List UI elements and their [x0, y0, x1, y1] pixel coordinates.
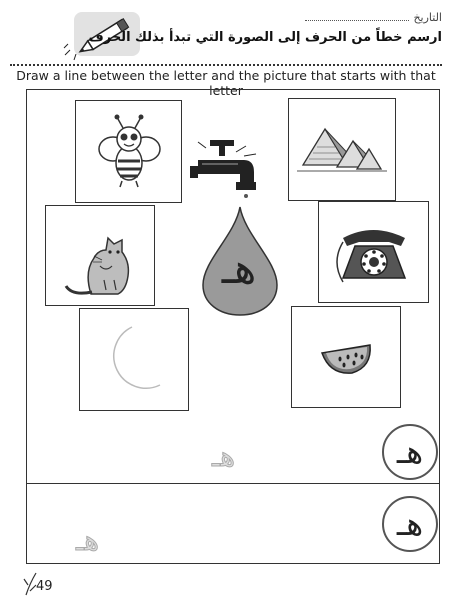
english-instruction: Draw a line between the letter and the picture that starts with that letter — [16, 68, 436, 98]
practice-divider — [26, 483, 440, 484]
date-field[interactable] — [282, 10, 442, 26]
bee-card[interactable] — [75, 100, 182, 203]
pyramids-picture — [289, 99, 395, 200]
arabic-title: ارسم خطاً من الحرف إلى الصورة التي تبدأ بذلك الحرف — [88, 30, 442, 45]
cat-card[interactable] — [45, 205, 155, 306]
crescent-card[interactable] — [79, 308, 189, 411]
pyramids-card[interactable] — [288, 98, 396, 201]
date-blank[interactable] — [305, 10, 409, 21]
drop-letter: هـ — [221, 244, 257, 293]
trace-letter-row1[interactable]: هـ — [212, 440, 235, 473]
date-label: التاريخ — [413, 11, 442, 24]
faucet-icon — [184, 138, 264, 208]
cat-picture — [46, 206, 154, 305]
bee-picture — [76, 101, 181, 201]
dotted-rule — [10, 64, 442, 66]
watermelon-picture — [292, 307, 400, 407]
circle-letter-row1: هـ — [382, 424, 438, 480]
telephone-card[interactable] — [318, 201, 429, 303]
telephone-picture — [319, 202, 428, 302]
trace-letter-row2[interactable]: هـ — [76, 524, 99, 557]
circle-letter-row2: هـ — [382, 496, 438, 552]
watermelon-card[interactable] — [291, 306, 401, 408]
page-number: 49 — [36, 579, 53, 594]
crescent-moon-picture — [80, 309, 188, 410]
